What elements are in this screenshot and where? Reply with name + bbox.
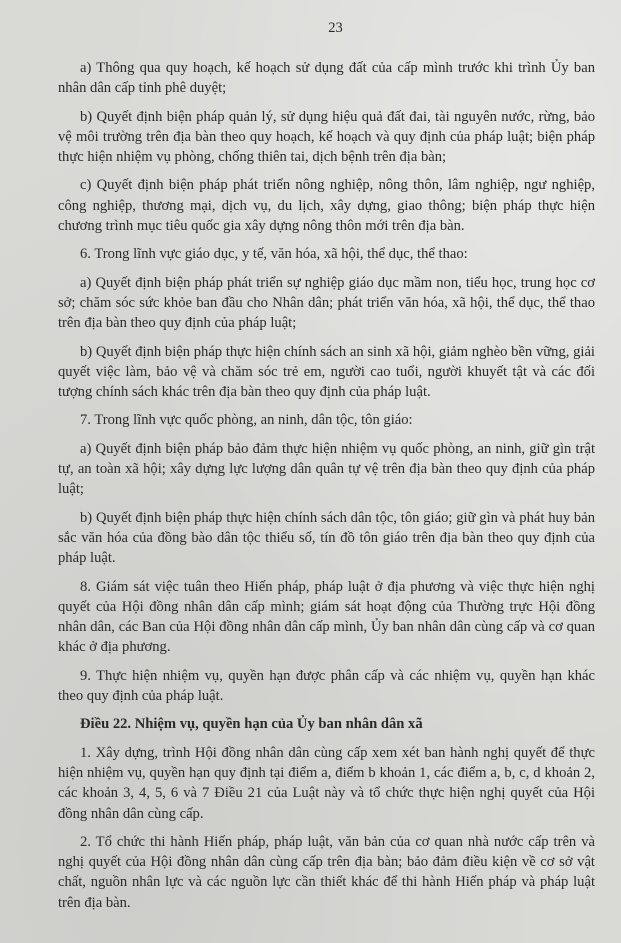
article-22-clause-1: 1. Xây dựng, trình Hội đồng nhân dân cùng cấp xem xét ban hành nghị quyết để thực hiện nhiệm vụ, quyền hạn quy định tại điểm a, điểm b khoản 1, các điểm a, b, c, d khoản 2, các khoản 3, 4, 5, 6 và 7 Điều 21 của Luật này và tổ chức thực hiện nghị quyết của Hội đồng nhân dân cùng cấp. — [58, 744, 595, 822]
paragraph-7b: b) Quyết định biện pháp thực hiện chính sách dân tộc, tôn giáo; giữ gìn và phát huy bản sắc văn hóa của đồng bào dân tộc thiểu số, tín đồ tôn giáo trên địa bàn theo quy định của pháp luật. — [58, 509, 595, 567]
paragraph-5c: c) Quyết định biện pháp phát triển nông nghiệp, nông thôn, lâm nghiệp, ngư nghiệp, công nghiệp, thương mại, dịch vụ, du lịch, xây dựng, giao thông; biện pháp thực hiện chương trình mục tiêu quốc gia xây dựng nông thôn mới trên địa bàn. — [58, 177, 595, 235]
article-22-heading: Điều 22. Nhiệm vụ, quyền hạn của Ủy ban nhân dân xã — [80, 716, 423, 733]
paragraph-8: 8. Giám sát việc tuân theo Hiến pháp, pháp luật ở địa phương và việc thực hiện nghị quyết của Hội đồng nhân dân cấp mình; giám sát hoạt động của Thường trực Hội đồng nhân dân, các Ban của Hội đồng nhân dân cấp mình, Ủy ban nhân dân cùng cấp và cơ quan khác ở địa phương. — [58, 578, 595, 656]
paragraph-5b: b) Quyết định biện pháp quản lý, sử dụng hiệu quả đất đai, tài nguyên nước, rừng, bảo vệ môi trường trên địa bàn theo quy hoạch, kế hoạch và quy định của pháp luật; biện pháp thực hiện nhiệm vụ phòng, chống thiên tai, dịch bệnh trên địa bàn; — [58, 108, 595, 166]
paragraph-5a: a) Thông qua quy hoạch, kế hoạch sử dụng đất của cấp mình trước khi trình Ủy ban nhân dân cấp tỉnh phê duyệt; — [58, 60, 595, 97]
article-22-clause-2: 2. Tổ chức thi hành Hiến pháp, pháp luật, văn bản của cơ quan nhà nước cấp trên và nghị quyết của Hội đồng nhân dân cùng cấp trên địa bàn; bảo đảm điều kiện về cơ sở vật chất, nguồn nhân lực và các nguồn lực cần thiết khác để thi hành Hiến pháp và pháp luật trên địa bàn. — [58, 833, 595, 911]
paragraph-6: 6. Trong lĩnh vực giáo dục, y tế, văn hóa, xã hội, thể dục, thể thao: — [80, 246, 468, 263]
paragraph-6b: b) Quyết định biện pháp thực hiện chính sách an sinh xã hội, giảm nghèo bền vững, giải quyết việc làm, bảo vệ và chăm sóc trẻ em, người cao tuổi, người khuyết tật và các đối tượng chính sách khác trên địa bàn theo quy định của pháp luật. — [58, 343, 595, 401]
paragraph-7: 7. Trong lĩnh vực quốc phòng, an ninh, dân tộc, tôn giáo: — [80, 412, 413, 429]
page-number: 23 — [328, 20, 343, 36]
paragraph-6a: a) Quyết định biện pháp phát triển sự nghiệp giáo dục mầm non, tiểu học, trung học cơ sở; chăm sóc sức khỏe ban đầu cho Nhân dân; phát triển văn hóa, xã hội, thể dục, thể thao trên địa bàn theo quy định của pháp luật; — [58, 274, 595, 332]
paragraph-9: 9. Thực hiện nhiệm vụ, quyền hạn được phân cấp và các nhiệm vụ, quyền hạn khác theo quy định của pháp luật. — [58, 667, 595, 705]
paragraph-7a: a) Quyết định biện pháp bảo đảm thực hiện nhiệm vụ quốc phòng, an ninh, giữ gìn trật tự, an toàn xã hội; xây dựng lực lượng dân quân tự vệ trên địa bàn theo quy định của pháp luật; — [58, 440, 595, 498]
